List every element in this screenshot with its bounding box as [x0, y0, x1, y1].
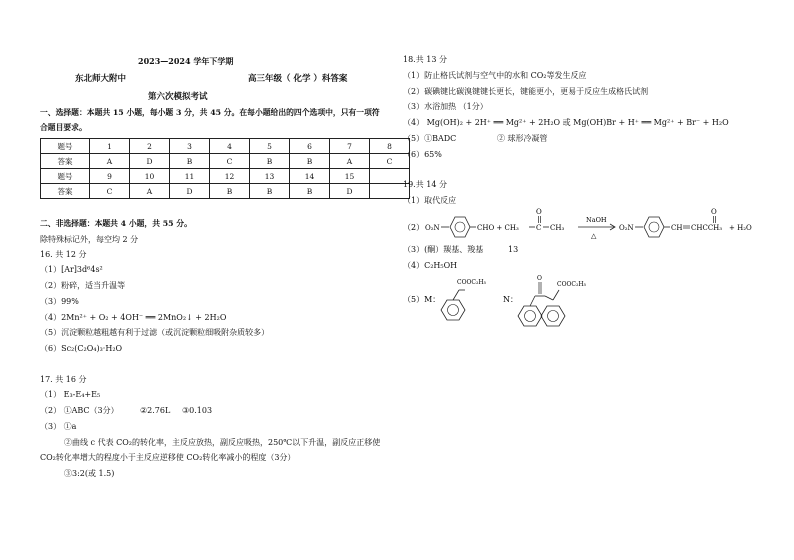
table-cell: B — [250, 184, 290, 199]
q18-line3: （3）水浴加热 （1分） — [403, 102, 488, 111]
n-label: N： — [503, 295, 518, 304]
q17-line6: ③3:2(或 1.5) — [64, 469, 115, 478]
reagent-naoh: NaOH — [586, 216, 607, 224]
q16-head: 16. 共 12 分 — [40, 250, 87, 259]
reactant-tail: CHO + CH₃ — [477, 224, 519, 232]
q17-line3: （3） ①a — [40, 422, 77, 431]
table-row — [41, 139, 410, 154]
table-cell: 3 — [170, 139, 210, 154]
table-cell: 7 — [330, 139, 370, 154]
table-cell: 8 — [370, 139, 410, 154]
table-cell: C — [370, 154, 410, 169]
q17-line2c: ③0.103 — [182, 406, 213, 415]
structures-mn — [403, 272, 603, 336]
exam-title: 第六次模拟考试 — [148, 92, 208, 102]
q18-head: 18.共 13 分 — [403, 55, 447, 64]
product-ch: CH — [671, 224, 683, 232]
q19-5-prefix: （5）M： — [403, 295, 441, 304]
table-cell: 10 — [130, 169, 170, 184]
section2-title: 二、非选择题：本题共 4 小题，共 55 分。 — [40, 219, 192, 228]
q16-line5: （5）沉淀颗粒越粗越有利于过滤（或沉淀颗粒细吸附杂质较多） — [40, 328, 270, 337]
table-cell: C — [90, 184, 130, 199]
q17-line2b: ②2.76L — [140, 406, 171, 415]
q18-line4: （4） Mg(OH)₂ + 2H⁺ ══ Mg²⁺ + 2H₂O 或 Mg(OH)Br + H⁺ ══ Mg²⁺ + Br⁻ + H₂O — [403, 118, 729, 127]
table-cell: B — [210, 184, 250, 199]
section1-title: 一、选择题：本题共 15 小题，每小题 3 分，共 45 分。在每小题给出的四个选项中，只有一项符 — [40, 108, 380, 117]
table-cell: 15 — [330, 169, 370, 184]
q17-head: 17. 共 16 分 — [40, 375, 87, 384]
table-cell: 4 — [210, 139, 250, 154]
row-label: 题号 — [41, 169, 90, 184]
q17-line2a: （2） ①ABC（3分） — [40, 406, 119, 415]
q17-line4: ②曲线 c 代表 CO₂的转化率，主反应放热，副反应吸热，250℃以下升温，副反应正移使 — [64, 438, 381, 447]
product-o: O — [711, 208, 717, 216]
q19-line3b: 13 — [508, 245, 519, 254]
reactant-end: CH₃ — [550, 224, 565, 232]
q16-line3: （3）99% — [40, 297, 79, 306]
q18-line5b: ② 球形冷凝管 — [497, 134, 548, 143]
table-cell: A — [130, 184, 170, 199]
table-cell: B — [250, 154, 290, 169]
table-cell: D — [330, 184, 370, 199]
q16-line4: （4）2Mn²⁺ + O₂ + 4OH⁻ ══ 2MnO₂↓ + 2H₂O — [40, 313, 227, 322]
exam-term: 2023—2024 学年下学期 — [138, 56, 234, 66]
reaction-scheme — [403, 206, 763, 246]
table-cell: 5 — [250, 139, 290, 154]
answer-table — [40, 138, 410, 199]
table-cell: 12 — [210, 169, 250, 184]
table-row — [41, 184, 410, 199]
q19-head: 19.共 14 分 — [403, 180, 447, 189]
q18-line2: （2）碳碘键比碳溴键键长更长，键能更小，更易于反应生成格氏试剂 — [403, 87, 649, 96]
row-label: 答案 — [41, 154, 90, 169]
q18-line6: （6）65% — [403, 150, 442, 159]
nitro-group-label: O₂N — [425, 224, 440, 232]
table-cell: B — [290, 154, 330, 169]
q16-line1: （1）[Ar]3d⁶4s² — [40, 265, 103, 274]
table-cell: 11 — [170, 169, 210, 184]
section1-title-cont: 合题目要求。 — [40, 123, 87, 132]
carbonyl-c: C — [536, 224, 542, 232]
table-cell: 6 — [290, 139, 330, 154]
table-cell: B — [170, 154, 210, 169]
q16-line6: （6）Sc₂(C₂O₄)₃·H₂O — [40, 344, 123, 353]
product-nitro-label: O₂N — [619, 224, 634, 232]
table-cell: 2 — [130, 139, 170, 154]
q19-line4: （4）C₂H₅OH — [403, 261, 458, 270]
product-end: + H₂O — [729, 224, 752, 232]
m-ester: COOC₂H₅ — [457, 279, 487, 286]
benzene-ring-icon — [450, 217, 470, 237]
school-name: 东北师大附中 — [75, 74, 127, 84]
q19-line1: （1）取代反应 — [403, 196, 457, 205]
table-cell: C — [210, 154, 250, 169]
benzene-ring-icon — [518, 306, 542, 326]
q17-line5: CO₂转化率增大的程度小于主反应逆移使 CO₂转化率减小的程度（3分） — [40, 453, 296, 462]
table-cell: 1 — [90, 139, 130, 154]
table-cell: 13 — [250, 169, 290, 184]
n-o: O — [537, 275, 542, 282]
table-cell: B — [290, 184, 330, 199]
table-cell: 14 — [290, 169, 330, 184]
table-cell: A — [330, 154, 370, 169]
q17-line1: （1） E₃-E₄+E₅ — [40, 390, 101, 399]
table-cell: 9 — [90, 169, 130, 184]
grade-subject: 高三年级（ 化学 ）科答案 — [248, 74, 348, 84]
q18-line5a: （5）①BADC — [403, 134, 457, 143]
q19-line3a: （3）(酮）羰基、羧基 — [403, 245, 484, 254]
q19-2-prefix: （2） — [403, 223, 425, 232]
benzene-ring-icon — [441, 300, 465, 320]
q18-line1: （1）防止格氏试剂与空气中的水和 CO₂等发生反应 — [403, 71, 587, 80]
section2-note: 除特殊标记外，每空均 2 分 — [40, 235, 139, 244]
n-ester: COOC₂H₅ — [557, 281, 587, 288]
carbonyl-o: O — [536, 208, 542, 216]
row-label: 答案 — [41, 184, 90, 199]
row-label: 题号 — [41, 139, 90, 154]
product-mid: CHCCH₃ — [691, 224, 723, 232]
table-cell: D — [130, 154, 170, 169]
table-cell: D — [170, 184, 210, 199]
benzene-ring-icon — [644, 217, 664, 237]
table-row — [41, 169, 410, 184]
benzene-ring-icon — [541, 306, 565, 326]
table-row — [41, 154, 410, 169]
table-cell: A — [90, 154, 130, 169]
q16-line2: （2）粉碎，适当升温等 — [40, 281, 126, 290]
heat-condition: △ — [591, 232, 597, 240]
